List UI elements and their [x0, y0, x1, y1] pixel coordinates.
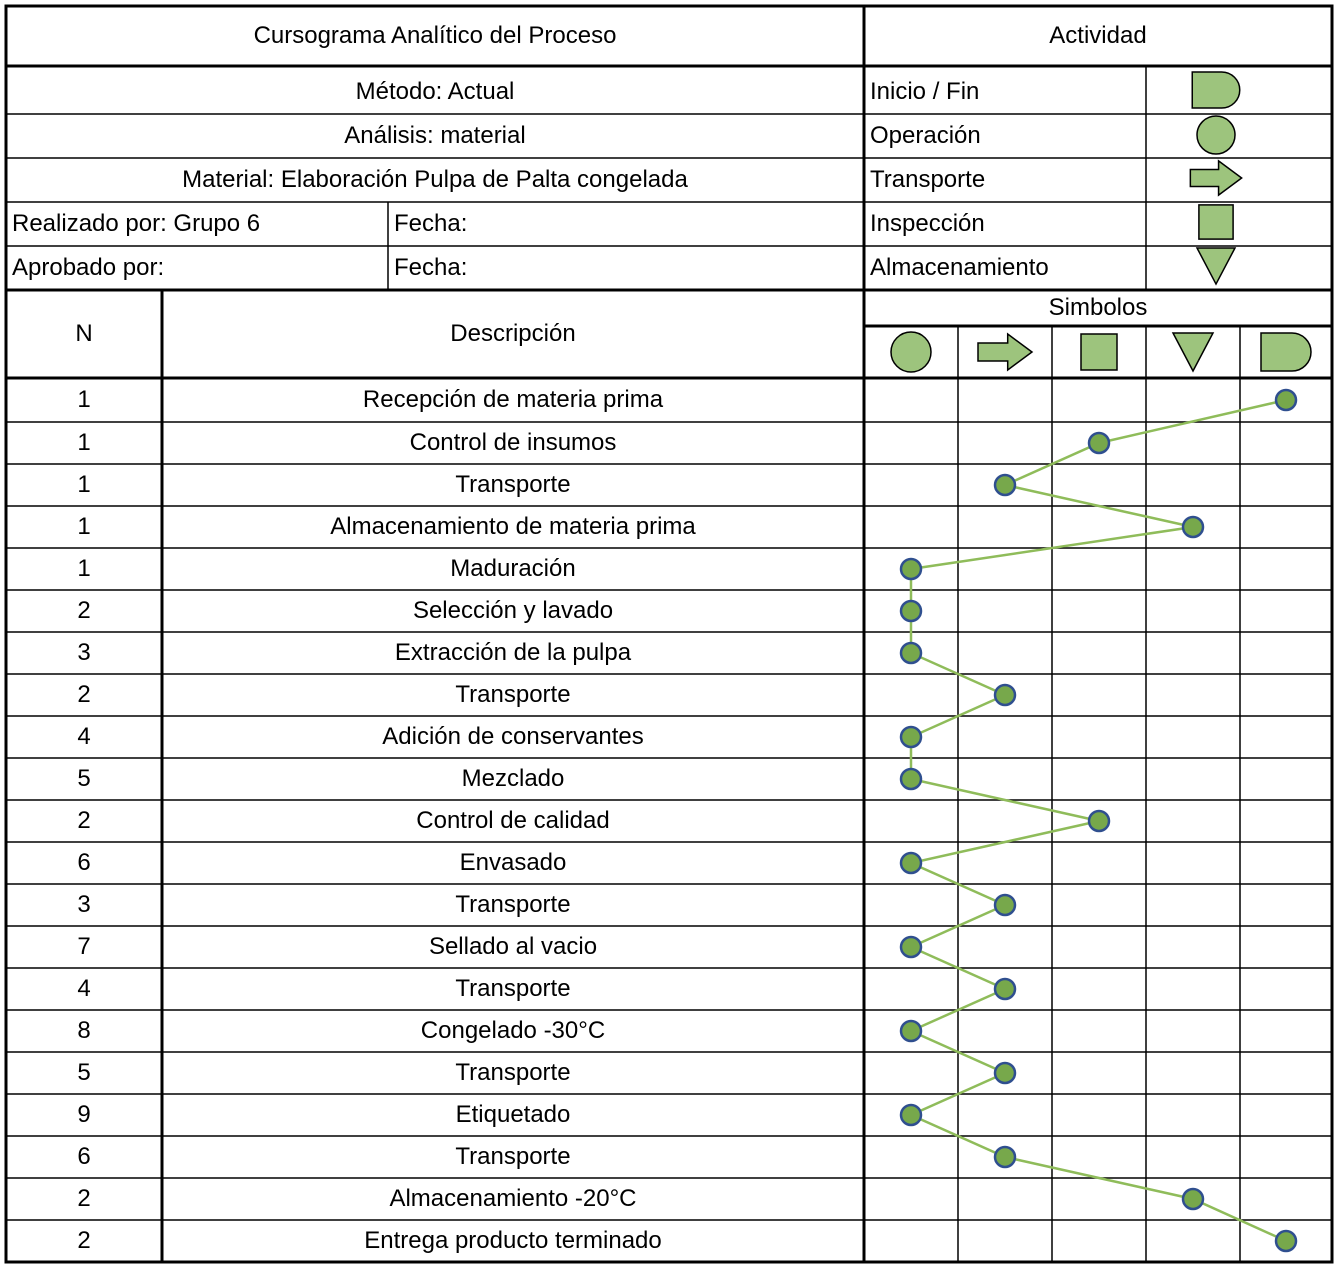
row-description: Selección y lavado	[412, 597, 614, 624]
legend-label-almacenamiento: Almacenamiento	[870, 254, 1049, 281]
row-description: Almacenamiento de materia prima	[330, 513, 696, 540]
row-n: 5	[77, 1059, 91, 1086]
row-n: 2	[77, 1227, 91, 1254]
method-label: Método: Actual	[355, 78, 515, 105]
flow-marker	[901, 559, 921, 579]
row-description: Transporte	[455, 681, 571, 708]
row-n: 4	[77, 723, 91, 750]
almacenamiento-symbol	[1173, 333, 1213, 371]
row-description: Transporte	[455, 891, 571, 918]
row-description: Entrega producto terminado	[364, 1227, 662, 1254]
transporte-symbol	[1190, 161, 1241, 195]
column-header-n: N	[75, 320, 93, 347]
process-flow	[901, 390, 1296, 1251]
flow-marker	[901, 601, 921, 621]
material-label: Material: Elaboración Pulpa de Palta congelada	[182, 166, 688, 193]
flow-marker	[1276, 390, 1296, 410]
row-n: 4	[77, 975, 91, 1002]
flow-marker	[995, 979, 1015, 999]
row-description: Envasado	[459, 849, 567, 876]
made-by-label: Realizado por: Grupo 6	[12, 210, 261, 237]
flow-marker	[901, 937, 921, 957]
legend-label-inspeccion: Inspección	[870, 210, 985, 237]
almacenamiento-symbol	[1197, 248, 1235, 284]
row-description: Sellado al vacio	[428, 933, 598, 960]
row-description: Recepción de materia prima	[362, 386, 664, 413]
chart-title: Cursograma Analítico del Proceso	[253, 22, 617, 49]
flow-marker	[995, 1063, 1015, 1083]
inspeccion-symbol	[1081, 334, 1117, 370]
row-description: Control de calidad	[416, 807, 610, 834]
operacion-symbol	[1197, 116, 1235, 154]
flow-marker	[901, 1105, 921, 1125]
row-n: 9	[77, 1101, 91, 1128]
flow-marker	[995, 1147, 1015, 1167]
flow-marker	[1089, 811, 1109, 831]
row-description: Transporte	[455, 471, 571, 498]
flow-marker	[1089, 433, 1109, 453]
row-description: Adición de conservantes	[382, 723, 644, 750]
flow-marker	[901, 643, 921, 663]
flow-marker	[1276, 1231, 1296, 1251]
approved-by-label: Aprobado por:	[12, 254, 165, 281]
inicio-fin-symbol	[1261, 333, 1311, 371]
row-n: 2	[77, 597, 91, 624]
inspeccion-symbol	[1199, 205, 1233, 239]
row-description: Transporte	[455, 975, 571, 1002]
row-description: Congelado -30°C	[420, 1017, 606, 1044]
flow-marker	[901, 727, 921, 747]
date-field-2: Fecha:	[394, 254, 468, 281]
legend-symbols	[1190, 72, 1241, 284]
flow-marker	[1183, 517, 1203, 537]
flow-marker	[901, 769, 921, 789]
row-n: 2	[77, 681, 91, 708]
row-n: 1	[77, 429, 91, 456]
row-n: 1	[77, 513, 91, 540]
legend-label-operacion: Operación	[870, 122, 981, 149]
row-description: Mezclado	[461, 765, 565, 792]
row-description: Etiquetado	[455, 1101, 571, 1128]
row-n: 7	[77, 933, 91, 960]
row-n: 3	[77, 639, 91, 666]
column-header-descripcion: Descripción	[450, 320, 576, 347]
flow-marker	[1183, 1189, 1203, 1209]
flow-marker	[995, 475, 1015, 495]
flow-marker	[901, 853, 921, 873]
legend-label-transporte: Transporte	[870, 166, 986, 193]
row-n: 2	[77, 807, 91, 834]
flow-marker	[901, 1021, 921, 1041]
row-n: 6	[77, 849, 91, 876]
column-header-simbolos: Simbolos	[1048, 294, 1148, 321]
date-field-1: Fecha:	[394, 210, 468, 237]
row-description: Transporte	[455, 1143, 571, 1170]
row-description: Transporte	[455, 1059, 571, 1086]
analysis-label: Análisis: material	[344, 122, 526, 149]
row-description: Control de insumos	[409, 429, 617, 456]
row-description: Maduración	[450, 555, 576, 582]
row-n: 8	[77, 1017, 91, 1044]
row-n: 1	[77, 471, 91, 498]
row-n: 5	[77, 765, 91, 792]
flow-marker	[995, 685, 1015, 705]
row-n: 1	[77, 555, 91, 582]
legend-label-inicio-fin: Inicio / Fin	[870, 78, 980, 105]
flow-marker	[995, 895, 1015, 915]
column-header-symbols	[891, 332, 1311, 372]
transporte-symbol	[978, 334, 1032, 370]
row-description: Extracción de la pulpa	[394, 639, 632, 666]
row-n: 3	[77, 891, 91, 918]
operacion-symbol	[891, 332, 931, 372]
row-description: Almacenamiento -20°C	[389, 1185, 637, 1212]
row-n: 1	[77, 386, 91, 413]
activity-header: Actividad	[1049, 22, 1147, 49]
row-n: 6	[77, 1143, 91, 1170]
row-n: 2	[77, 1185, 91, 1212]
inicio-fin-symbol	[1192, 72, 1240, 108]
